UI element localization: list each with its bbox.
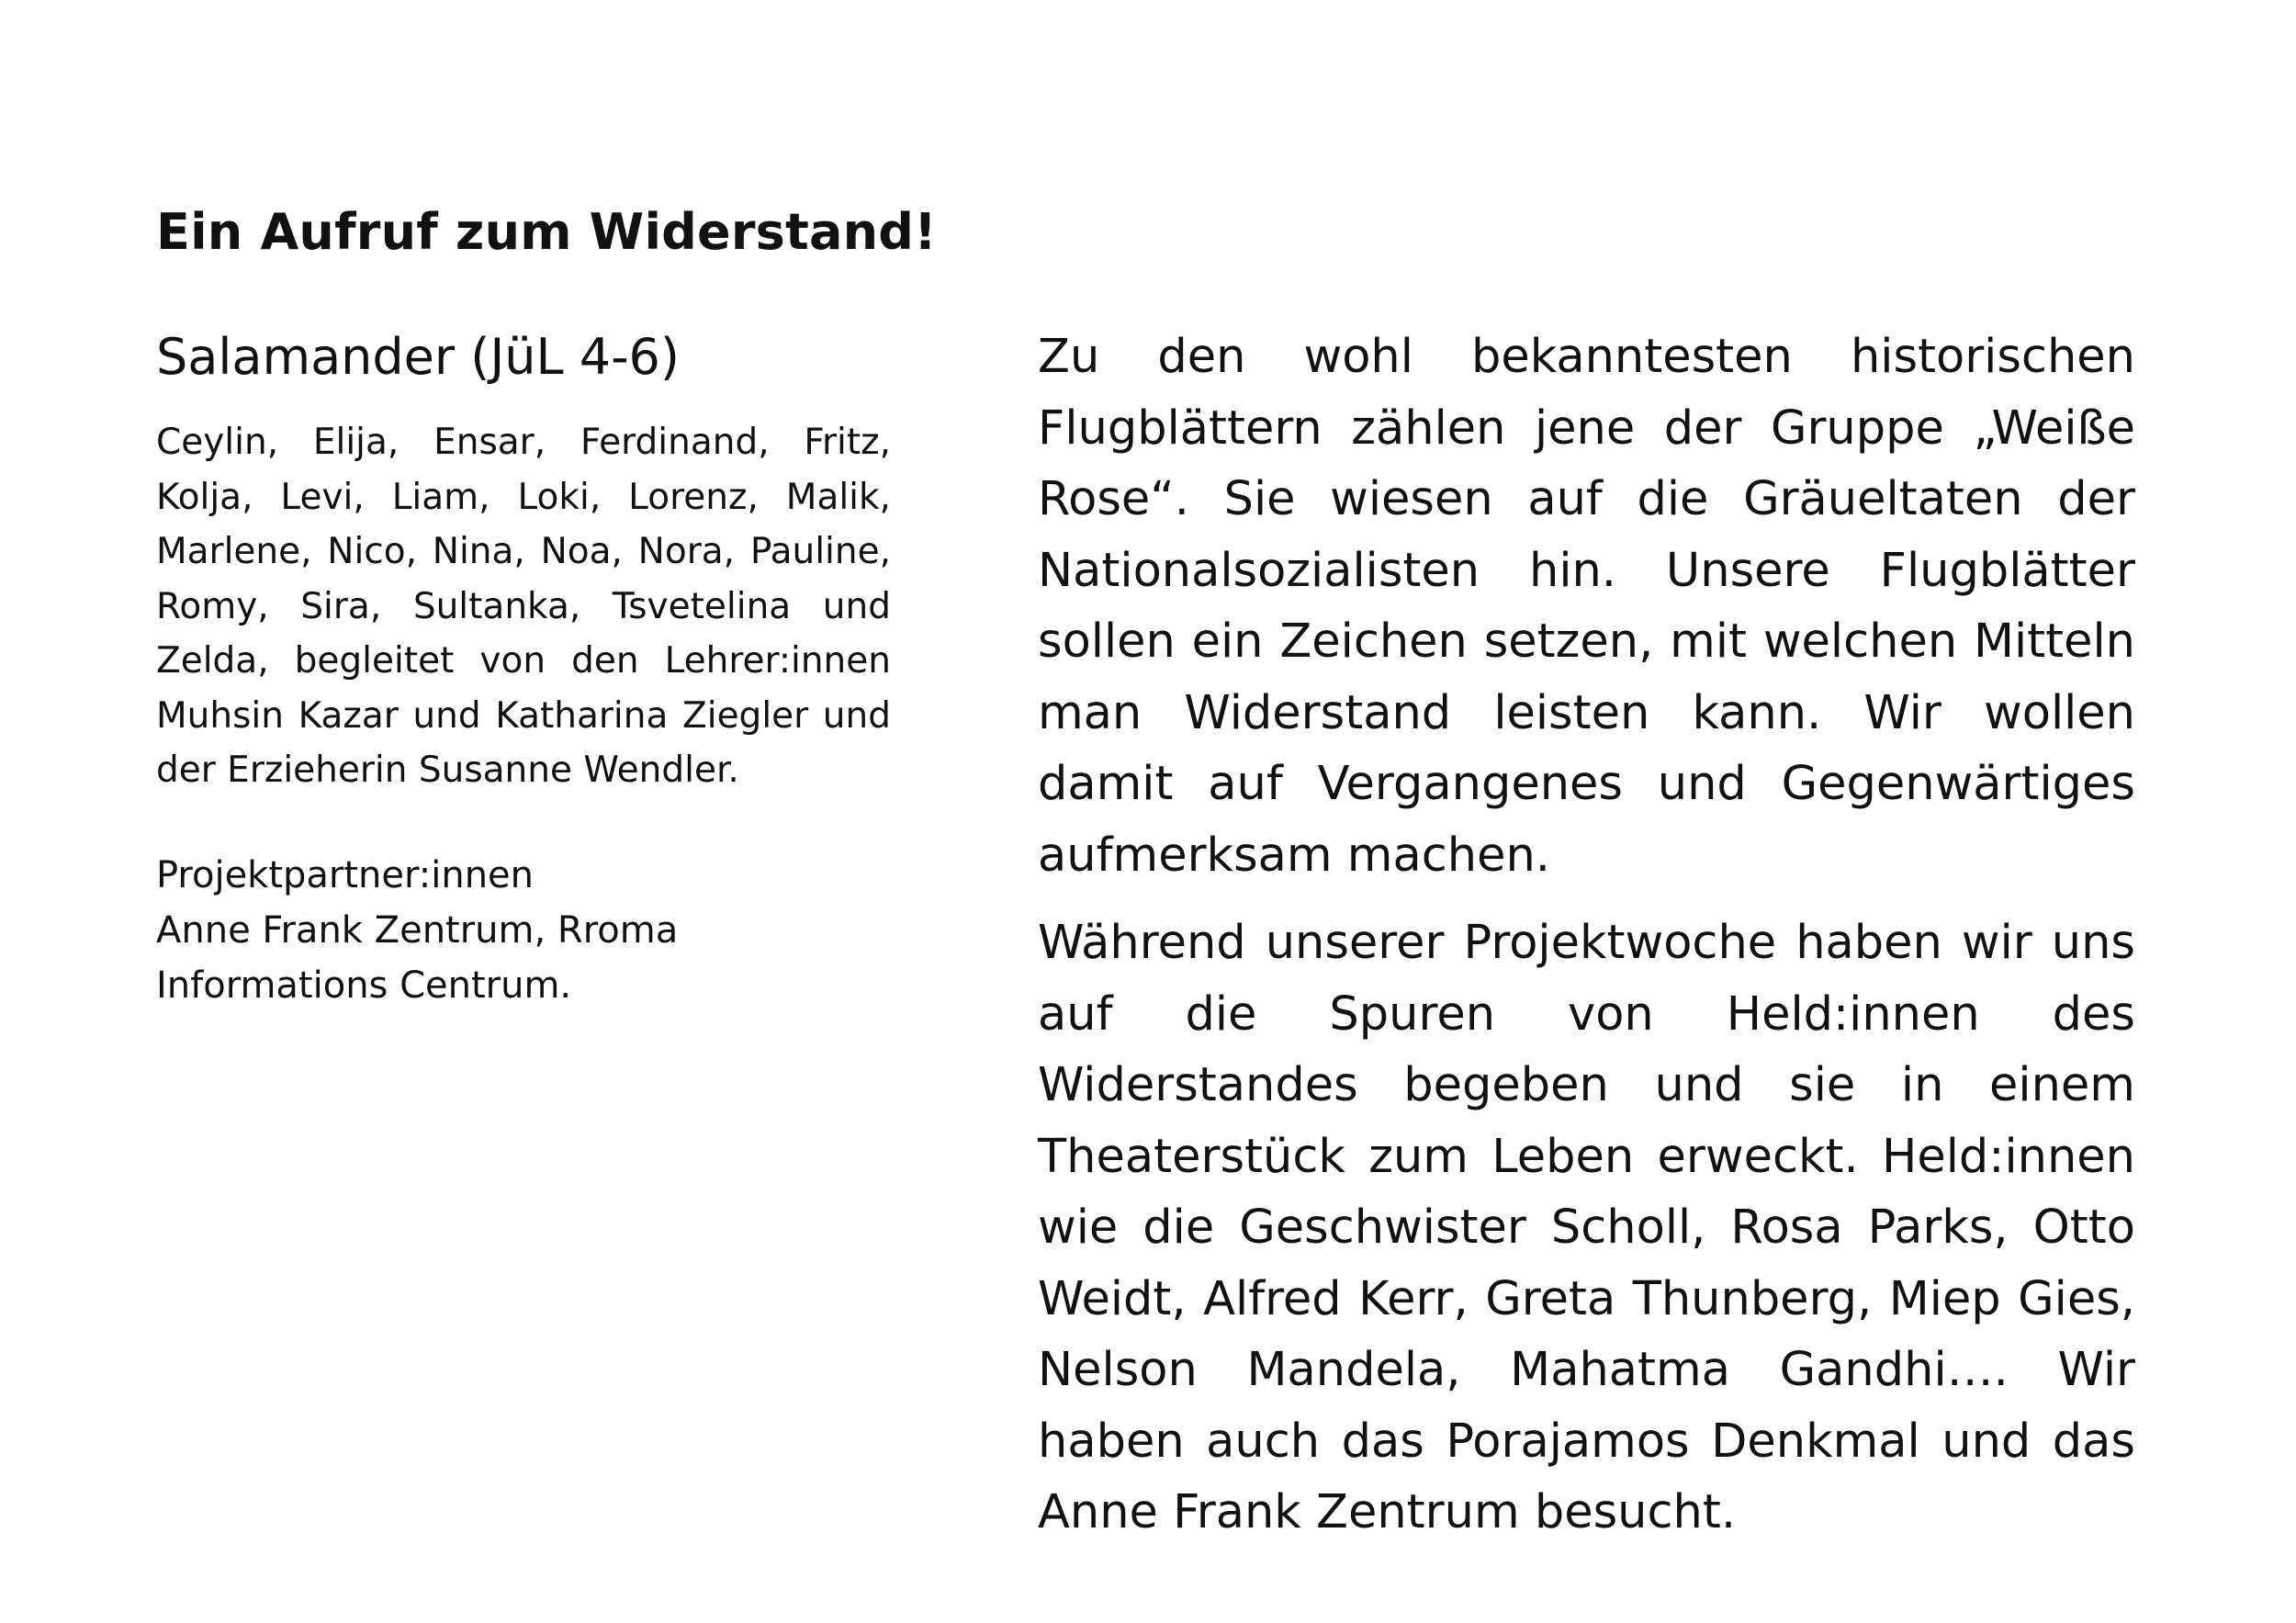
body-paragraph: Zu den wohl bekanntesten historischen Flugblättern zählen jene der Gruppe „Weiße Rose“. Sie wiesen auf die Gräueltaten der Nationalsozialisten hin. Unsere Flugblätter sollen ein Zeichen setzen, mit welchen Mitteln man Widerstand leisten kann. Wir wollen damit auf Vergangenes und Gegenwärtiges aufmerksam machen. [1038, 330, 2135, 883]
partners-text: Anne Frank Zentrum, Rroma Informations Centrum. [156, 908, 679, 1007]
body-paragraph: Während unserer Projektwoche haben wir uns auf die Spuren von Held:innen des Widerstandes begeben und sie in einem Theaterstück zum Leben erweckt. Held:innen wie die Geschwister Scholl, Rosa Parks, Otto Weidt, Alfred Kerr, Greta Thunberg, Miep Gies, Nelson Mandela, Mahatma Gandhi…. Wir haben auch das Porajamos Denkmal und das Anne Frank Zentrum besucht. [1038, 916, 2135, 1539]
page-title: Ein Aufruf zum Widerstand! [156, 203, 937, 261]
body-text-column [1038, 321, 2135, 1549]
group-name: Salamander (JüL 4-6) [156, 328, 680, 386]
group-info-column [156, 321, 891, 1013]
participants-text: Ceylin, Elija, Ensar, Ferdinand, Fritz, Kolja, Levi, Liam, Loki, Lorenz, Malik, Marlene, Nico, Nina, Noa, Nora, Pauline, Romy, Sira, Sultanka, Tsvetelina und Zelda, begleitet von den Lehrer:innen Muhsin Kazar und Katharina Ziegler und der Erzieherin Susanne Wendler. [156, 422, 891, 791]
partners-heading: Projektpartner:innen [156, 853, 535, 896]
project-partners [156, 848, 891, 1013]
